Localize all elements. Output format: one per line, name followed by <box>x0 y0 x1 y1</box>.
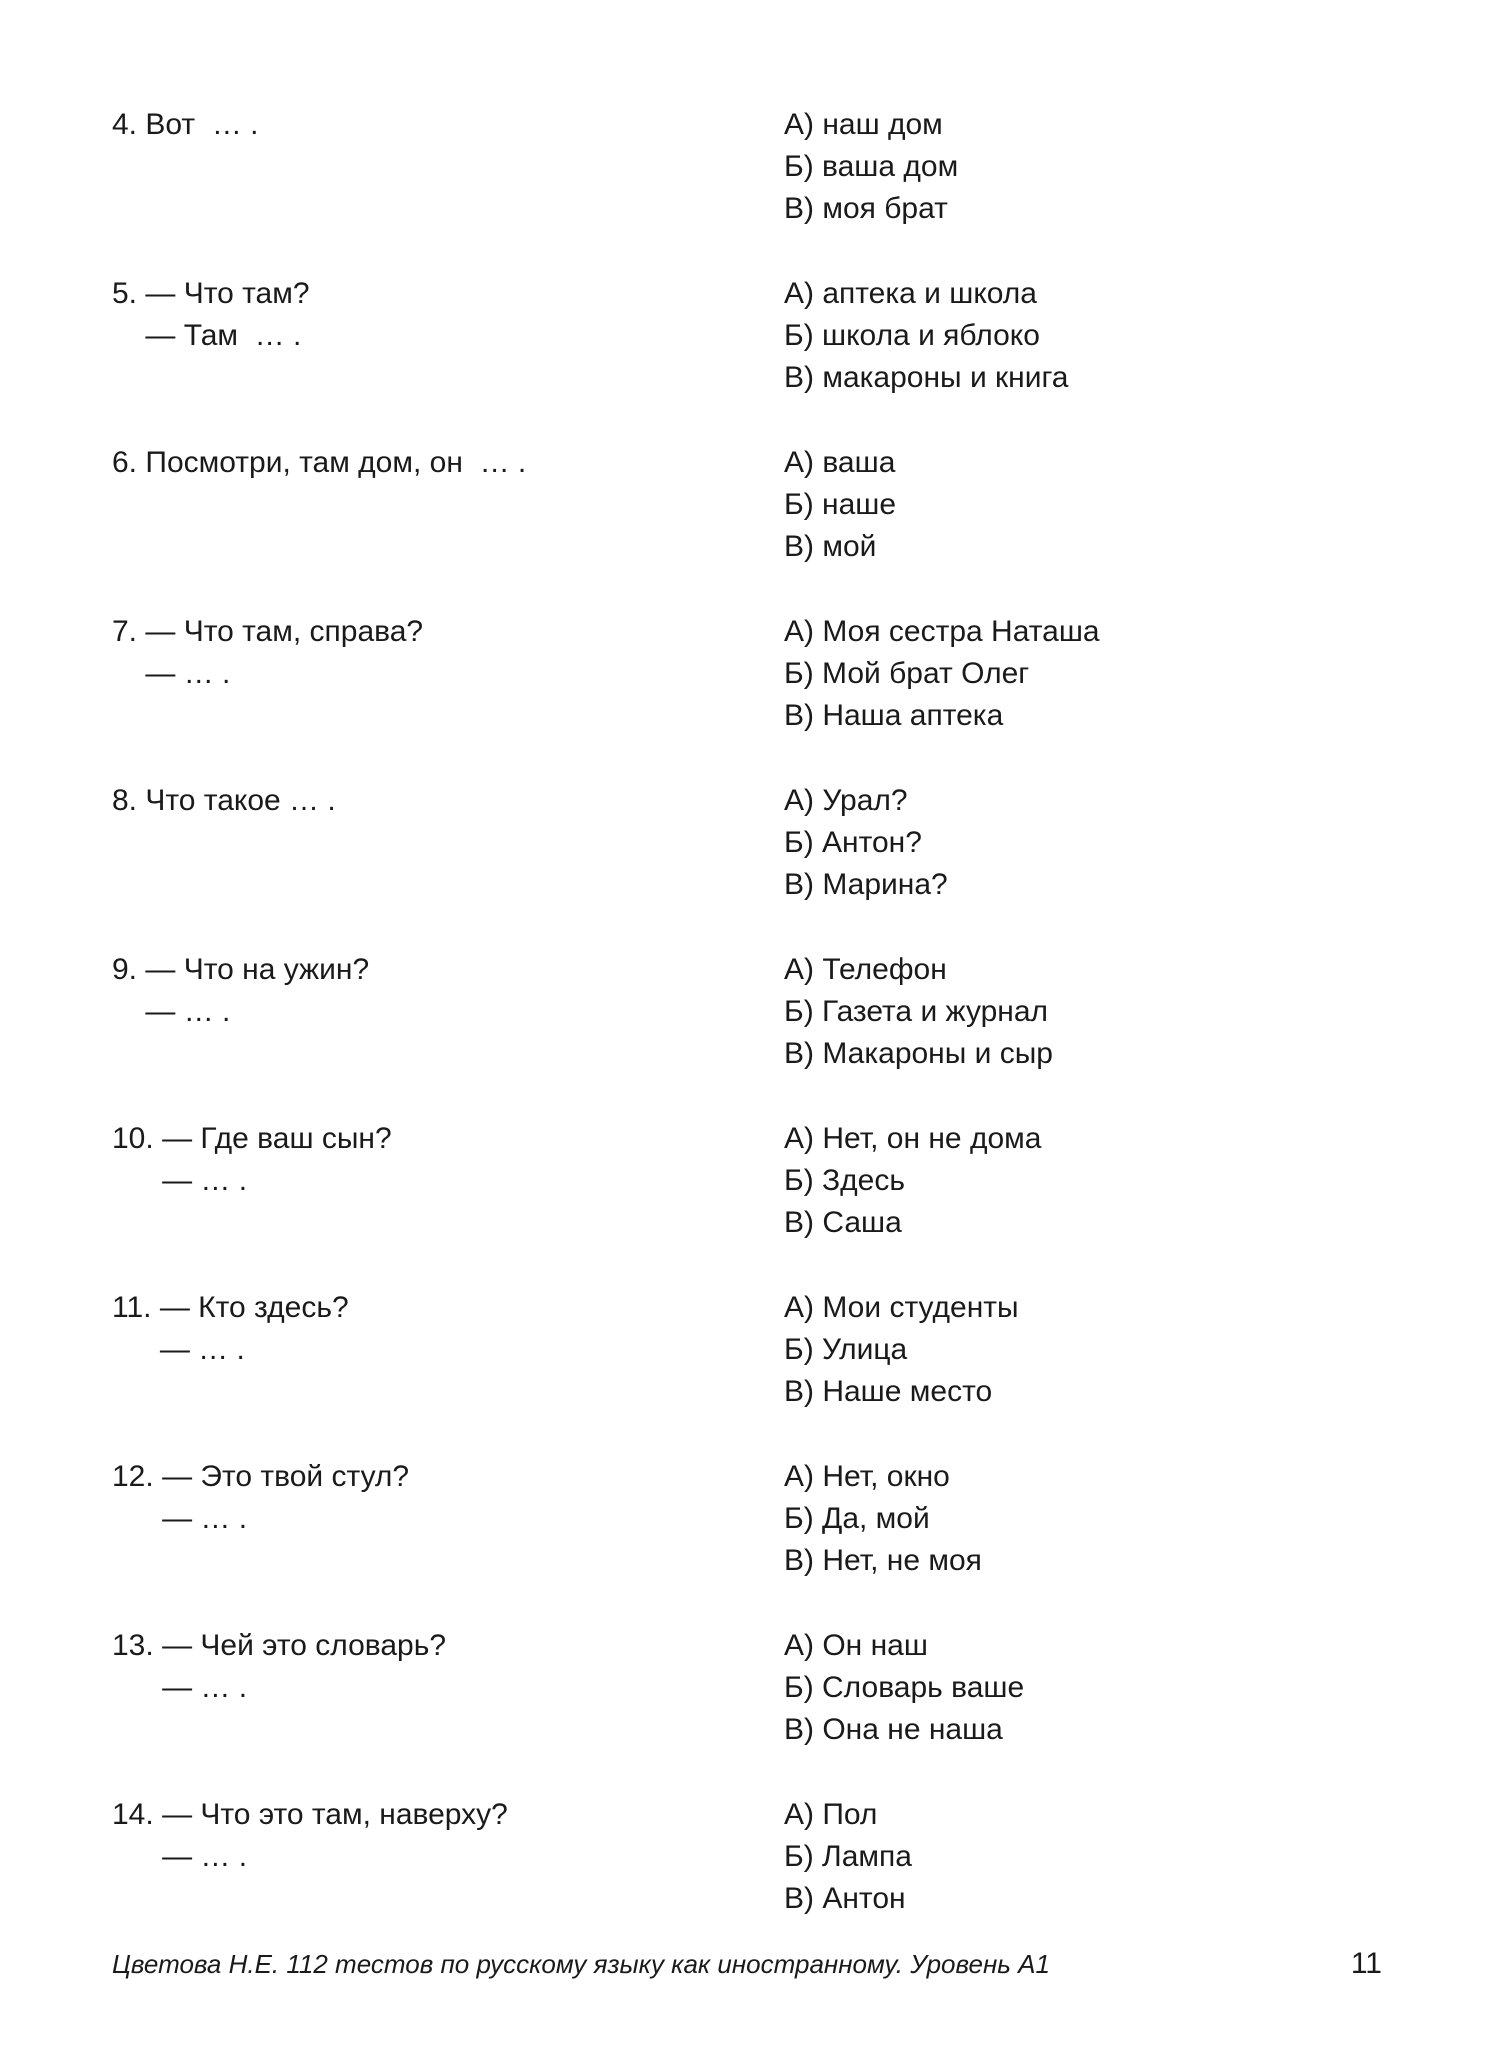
question-text: — Это твой стул? <box>162 1460 410 1493</box>
question-line <box>112 1160 784 1202</box>
question-number: 4. <box>112 108 138 141</box>
question-text: — Кто здесь? <box>159 1291 349 1324</box>
question-item <box>112 611 1372 780</box>
answer-option: А) аптека и школа <box>784 277 1037 310</box>
answer-options <box>784 1287 1019 1456</box>
answer-option: В) Саша <box>784 1206 902 1239</box>
answer-option: В) моя брат <box>784 192 948 225</box>
question-text: — Чей это словарь? <box>162 1629 447 1662</box>
question-item <box>112 1625 1372 1794</box>
question-item <box>112 1794 1372 1963</box>
question-text: — Что там? <box>145 277 310 310</box>
question-prompt <box>112 780 784 949</box>
question-prompt <box>112 273 784 442</box>
answer-options <box>784 1456 982 1625</box>
question-prompt <box>112 1456 784 1625</box>
question-prompt <box>112 949 784 1118</box>
answer-options <box>784 611 1100 780</box>
page-footer <box>112 1943 1382 1985</box>
answer-option: В) Нет, не моя <box>784 1544 982 1577</box>
question-item <box>112 1287 1372 1456</box>
answer-option: А) Телефон <box>784 953 947 986</box>
question-text: — … . <box>162 1840 248 1873</box>
question-text: — Что там, справа? <box>145 615 424 648</box>
question-line <box>112 653 784 695</box>
question-line <box>112 949 784 991</box>
question-text: — Что на ужин? <box>145 953 370 986</box>
answer-option: Б) школа и яблоко <box>784 319 1040 352</box>
question-line <box>112 1329 784 1371</box>
answer-option: А) Нет, окно <box>784 1460 950 1493</box>
question-number: 10. <box>112 1122 154 1155</box>
question-prompt <box>112 1118 784 1287</box>
answer-option: А) Нет, он не дома <box>784 1122 1042 1155</box>
answer-option: А) наш дом <box>784 108 943 141</box>
question-item <box>112 273 1372 442</box>
question-text: Посмотри, там дом, он … . <box>145 446 527 479</box>
question-item <box>112 1456 1372 1625</box>
answer-option: А) Урал? <box>784 784 908 817</box>
answer-option: Б) ваша дом <box>784 150 959 183</box>
answer-option: Б) наше <box>784 488 897 521</box>
question-prompt <box>112 611 784 780</box>
question-prompt <box>112 1625 784 1794</box>
answer-option: А) Моя сестра Наташа <box>784 615 1100 648</box>
footer-citation: Цветова Н.Е. 112 тестов по русскому языку как иностранному. Уровень А1 <box>112 1949 1050 1979</box>
question-text: — Там … . <box>145 319 302 352</box>
answer-option: В) Макароны и сыр <box>784 1037 1053 1070</box>
question-line <box>112 1794 784 1836</box>
question-line <box>112 1625 784 1667</box>
question-prompt <box>112 104 784 273</box>
answer-options <box>784 273 1068 442</box>
question-number: 8. <box>112 784 138 817</box>
answer-option: Б) Антон? <box>784 826 922 859</box>
question-line <box>112 442 784 484</box>
answer-options <box>784 442 896 611</box>
answer-option: А) Мои студенты <box>784 1291 1019 1324</box>
answer-option: В) Марина? <box>784 868 948 901</box>
question-line <box>112 780 784 822</box>
question-text: — Что это там, наверху? <box>162 1798 508 1831</box>
answer-option: Б) Да, мой <box>784 1502 930 1535</box>
question-item <box>112 780 1372 949</box>
question-prompt <box>112 442 784 611</box>
question-number: 7. <box>112 615 138 648</box>
question-text: — … . <box>162 1164 248 1197</box>
question-prompt <box>112 1794 784 1963</box>
question-line <box>112 1456 784 1498</box>
question-text: Что такое … . <box>145 784 336 817</box>
answer-option: Б) Улица <box>784 1333 908 1366</box>
question-text: — … . <box>162 1502 248 1535</box>
question-line <box>112 611 784 653</box>
question-number: 14. <box>112 1798 154 1831</box>
answer-option: В) Наше место <box>784 1375 993 1408</box>
question-line <box>112 104 784 146</box>
question-number: 12. <box>112 1460 154 1493</box>
answer-option: В) Наша аптека <box>784 699 1004 732</box>
question-text: — Где ваш сын? <box>162 1122 392 1155</box>
question-number: 6. <box>112 446 138 479</box>
question-line <box>112 1667 784 1709</box>
question-text: Вот … . <box>145 108 259 141</box>
answer-options <box>784 780 948 949</box>
question-number: 13. <box>112 1629 154 1662</box>
answer-option: В) мой <box>784 530 877 563</box>
answer-option: Б) Лампа <box>784 1840 912 1873</box>
question-line <box>112 315 784 357</box>
question-item <box>112 949 1372 1118</box>
answer-options <box>784 1625 1024 1794</box>
question-item <box>112 1118 1372 1287</box>
question-prompt <box>112 1287 784 1456</box>
question-text: — … . <box>145 657 231 690</box>
question-line <box>112 273 784 315</box>
answer-option: В) Антон <box>784 1882 906 1915</box>
answer-option: А) Пол <box>784 1798 878 1831</box>
page-number: 11 <box>1350 1947 1382 1980</box>
answer-options <box>784 104 958 273</box>
question-number: 9. <box>112 953 138 986</box>
question-line <box>112 1118 784 1160</box>
question-line <box>112 991 784 1033</box>
question-number: 5. <box>112 277 138 310</box>
question-text: — … . <box>145 995 231 1028</box>
question-item <box>112 104 1372 273</box>
question-text: — … . <box>159 1333 245 1366</box>
question-item <box>112 442 1372 611</box>
question-line <box>112 1836 784 1878</box>
answer-option: Б) Здесь <box>784 1164 905 1197</box>
answer-options <box>784 1794 912 1963</box>
question-line <box>112 1498 784 1540</box>
answer-option: Б) Мой брат Олег <box>784 657 1030 690</box>
question-list <box>112 104 1372 1963</box>
answer-option: А) Он наш <box>784 1629 928 1662</box>
answer-option: Б) Словарь ваше <box>784 1671 1025 1704</box>
answer-option: Б) Газета и журнал <box>784 995 1049 1028</box>
answer-option: В) Она не наша <box>784 1713 1003 1746</box>
question-text: — … . <box>162 1671 248 1704</box>
answer-option: А) ваша <box>784 446 896 479</box>
answer-options <box>784 1118 1041 1287</box>
answer-option: В) макароны и книга <box>784 361 1069 394</box>
answer-options <box>784 949 1053 1118</box>
question-line <box>112 1287 784 1329</box>
question-number: 11. <box>112 1291 152 1324</box>
